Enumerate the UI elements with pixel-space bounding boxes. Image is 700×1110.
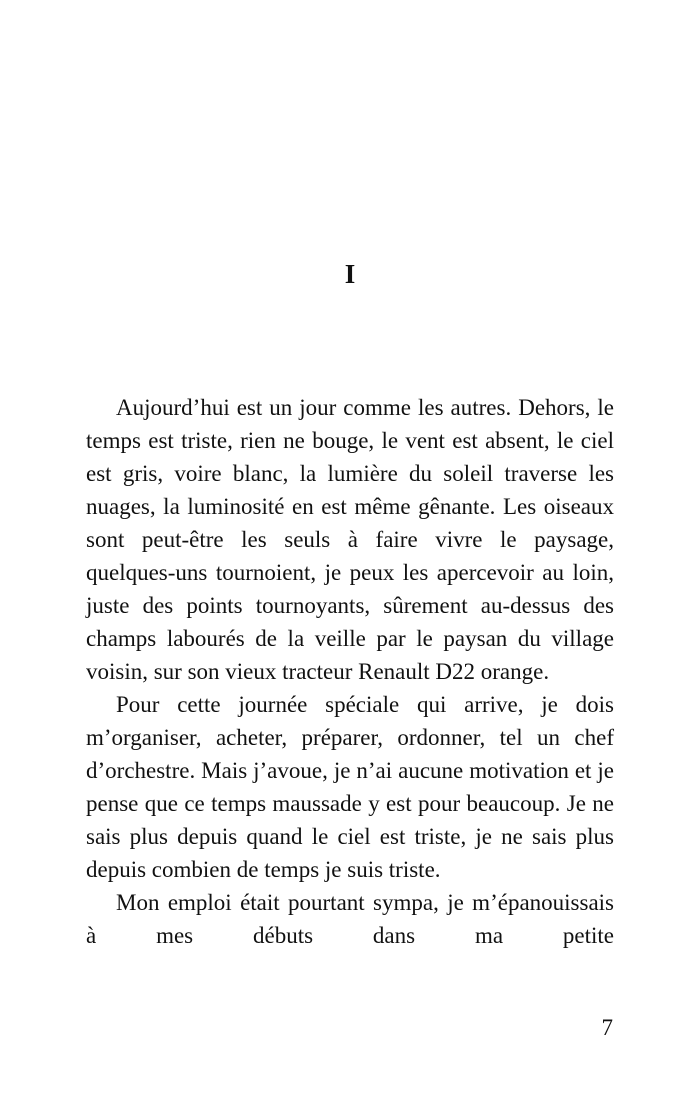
paragraph: Aujourd’hui est un jour comme les autres. Dehors, le temps est triste, rien ne bouge, le vent est absent, le ciel est gris, voire blanc, la lumière du soleil traverse les nuages, la luminosité en est même gênante. Les oiseaux sont peut-être les seuls à faire vivre le paysage, quelques-uns tournoient, je peux les apercevoir au loin, juste des points tournoyants, sûrement au-dessus des champs labourés de la veille par le paysan du village voisin, sur son vieux tracteur Renault D22 orange.: [86, 395, 614, 684]
page-number: 7: [601, 1015, 613, 1040]
paragraph: Pour cette journée spéciale qui arrive, je dois m’organiser, acheter, préparer, ordonner, tel un chef d’orchestre. Mais j’avoue, je n’ai aucune motivation et je pense que ce temps maussade y est pour beaucoup. Je ne sais plus depuis quand le ciel est triste, je ne sais plus depuis combien de temps je suis triste.: [86, 692, 614, 882]
paragraph: Mon emploi était pourtant sympa, je m’épanouissais à mes débuts dans ma petite: [86, 890, 614, 948]
chapter-title: I: [344, 259, 356, 289]
chapter-body: [86, 391, 614, 952]
